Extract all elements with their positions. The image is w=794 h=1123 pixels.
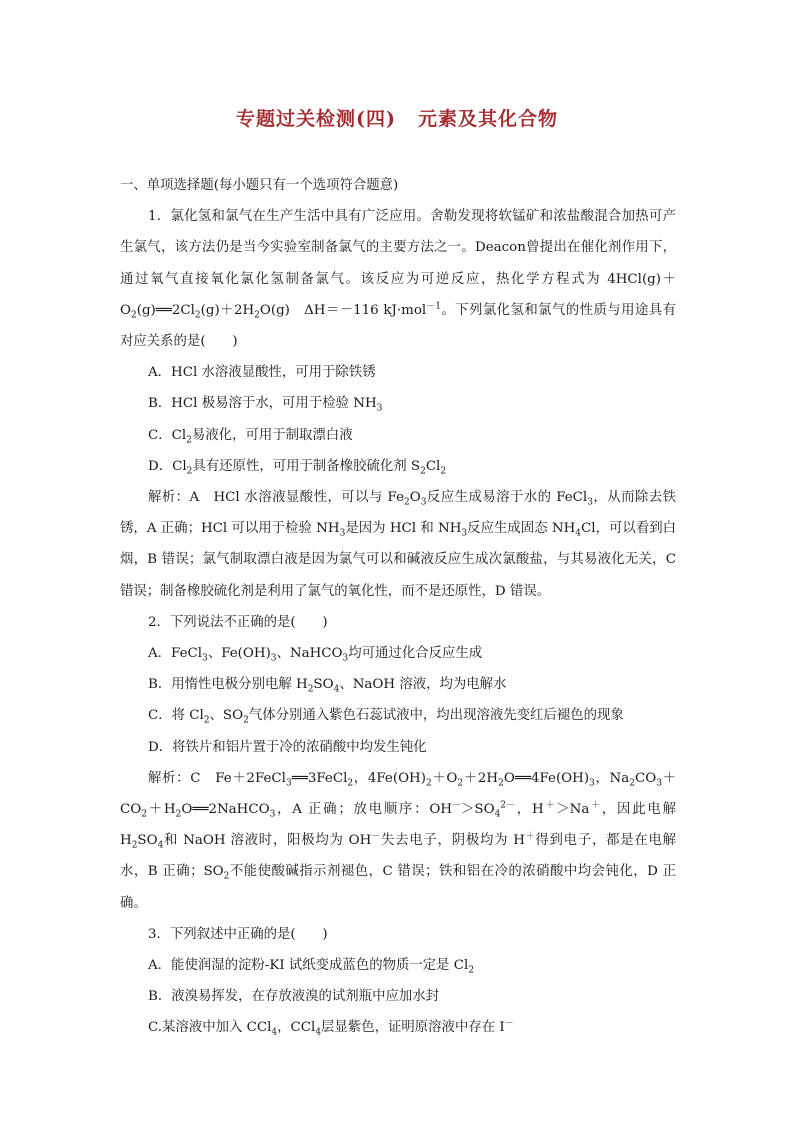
title-part2: 元素及其化合物 [417, 108, 558, 130]
q2-stem: 2．下列说法不正确的是( ) [148, 614, 328, 630]
page-title [0, 104, 794, 131]
q1-option-a: A．HCl 水溶液显酸性，可用于除铁锈 [148, 365, 376, 381]
q2-option-c: C．将 $Cl_2$、$SO_2$气体分别通入紫色石蕊试液中，均出现溶液先变红后褪色的现象 [148, 708, 624, 727]
q3-option-b: B．液溴易挥发，在存放液溴的试剂瓶中应加水封 [148, 989, 440, 1005]
q2-option-d: D．将铁片和铝片置于冷的浓硝酸中均发生钝化 [148, 739, 427, 755]
q1-option-d: D．$Cl_2$具有还原性，可用于制备橡胶硫化剂 $S_2Cl_2$ [148, 458, 447, 477]
q2-option-a: A．FeCl$_3$、$Fe(OH)_3$、NaHCO$_3$均可通过化合反应生成 [148, 646, 483, 664]
q3-option-c: C.某溶液中加入 CCl$_4$，CCl$_4$层显紫色，证明原溶液中存在 I－ [148, 1019, 514, 1039]
title-part1: 专题过关检测(四) [236, 108, 396, 130]
q1-option-b: B．HCl 极易溶于水，可用于检验 $NH_3$ [148, 396, 383, 415]
q1-option-c: C．$Cl_2$易液化，可用于制取漂白液 [148, 427, 353, 446]
q2-option-b: B．用惰性电极分别电解 $H_2SO_4$、NaOH 溶液，均为电解水 [148, 677, 507, 695]
q1-stem: 1．氯化氢和氯气在生产生活中具有广泛应用。舍勒发现将软锰矿和浓盐酸混合加热可产生氯气，该方法仍是当今实验室制备氯气的主要方法之一。Deacon曾提出在催化剂作用下，通过氧气直接氧化氯化氢制备氯气。该反应为可逆反应，热化学方程式为 $4HCl(g)+O_2(g)══2Cl_2(g)+2H_2O(g)$ ΔH＝－116 kJ·mol$^{-1}$。下列氯化氢和氯气的性质与用途具有对应关系的是( ) [120, 209, 676, 350]
q3-option-a: A．能使润湿的淀粉-KI 试纸变成蓝色的物质一定是 $Cl_2$ [148, 958, 475, 976]
section-heading: 一、单项选择题(每小题只有一个选项符合题意) [120, 178, 399, 193]
question-body [120, 170, 676, 1044]
q2-answer: 解析：C Fe＋2FeCl$_3$══3FeCl$_2$，$4Fe(OH)_2+O_2+2H_2O══4Fe(OH)_3$，$Na_2CO_3+CO_2+H_2O══2NaHCO_3$，A 正确；放电顺序：$OH^->SO_4^{2-}$，H＋＞Na＋，因此电解 $H_2SO_4$和 NaOH 溶液时，阳极均为 OH－失去电子，阴极均为 H＋得到电子，都是在电解水，B 正确；$SO_2$不能使酸碱指示剂褪色，C 错误；铁和铝在冷的浓硝酸中均会钝化，D 正确。 [120, 770, 677, 911]
q1-answer: 解析：A HCl 水溶液显酸性，可以与 $Fe_2O_3$反应生成易溶于水的 FeCl$_3$，从而除去铁锈，A 正确；HCl 可以用于检验 $NH_3$是因为 HCl 和 $NH_3$反应生成固态 $NH_4Cl$，可以看到白烟，B 错误；氯气制取漂白液是因为氯气可以和碱液反应生成次氯酸盐，与其易液化无关，C 错误；制备橡胶硫化剂是利用了氯气的氧化性，而不是还原性，D 错误。 [120, 490, 677, 599]
q3-stem: 3．下列叙述中正确的是( ) [148, 926, 328, 942]
